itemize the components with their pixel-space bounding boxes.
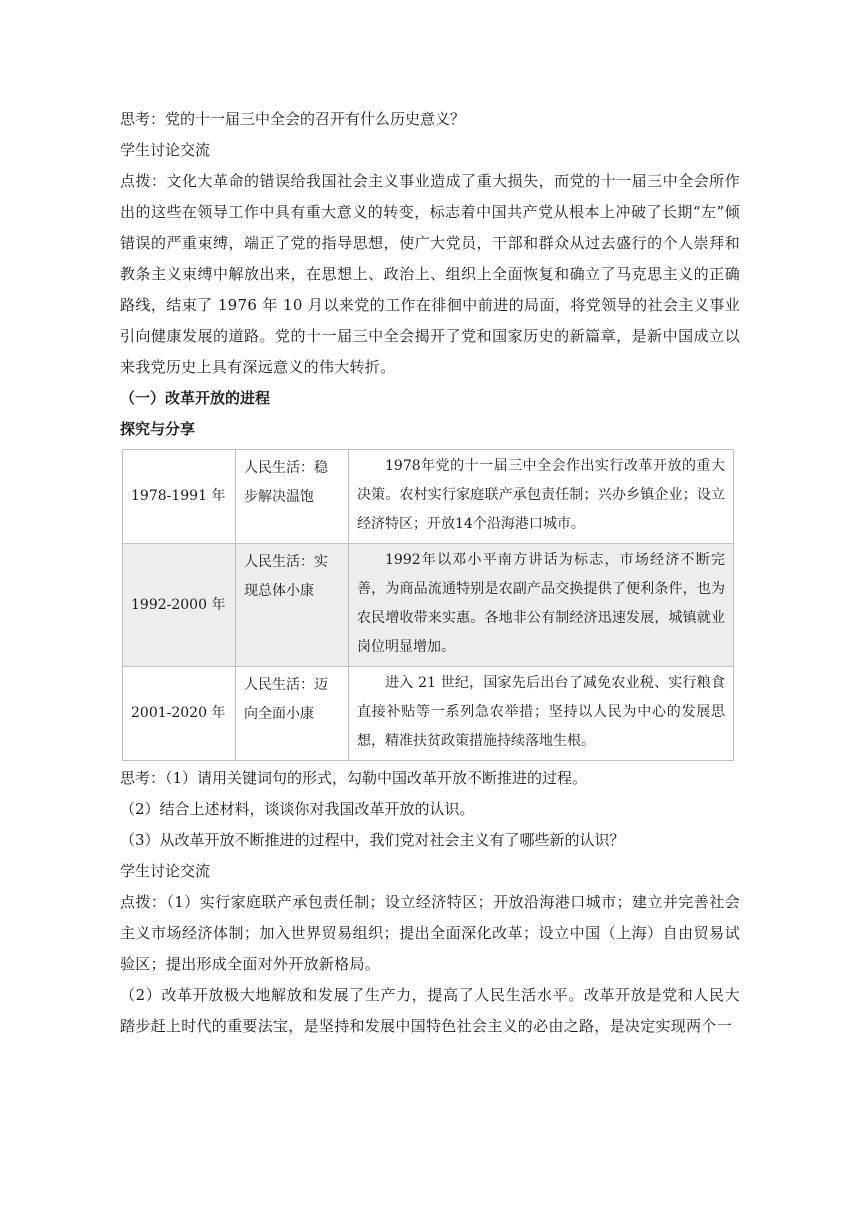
life-cell: 人民生活：实现总体小康 <box>236 544 349 667</box>
section-heading: （一）改革开放的进程 <box>120 389 271 407</box>
table-row <box>123 450 734 544</box>
life-cell: 人民生活：稳步解决温饱 <box>236 450 349 544</box>
guidance-paragraph-1: 点拨：（1）实行家庭联产承包责任制；设立经济特区；开放沿海港口城市；建立并完善社会主义市场经济体制；加入世界贸易组织；提出全面深化改革；设立中国（上海）自由贸易试验区；提出形成全面对外开放新格局。 <box>120 893 740 973</box>
discussion-label: 学生讨论交流 <box>120 141 211 159</box>
guidance-paragraph: 点拨：文化大革命的错误给我国社会主义事业造成了重大损失，而党的十一届三中全会所作出的这些在领导工作中具有重大意义的转变，标志着中国共产党从根本上冲破了长期“左”倾错误的严重束缚，端正了党的指导思想，使广大党员，干部和群众从过去盛行的个人崇拜和教条主义束缚中解放出来，在思想上、政治上、组织上全面恢复和确立了马克思主义的正确路线，结束了 1976 年 10 月以来党的工作在徘徊中前进的局面，将党领导的社会主义事业引向健康发展的道路。党的十一届三中全会揭开了党和国家历史的新篇章，是新中国成立以来我党历史上具有深远意义的伟大转折。 <box>120 172 740 376</box>
table-row <box>123 544 734 667</box>
description-cell: 1978年党的十一届三中全会作出实行改革开放的重大决策。农村实行家庭联产承包责任制；兴办乡镇企业；设立经济特区；开放14个沿海港口城市。 <box>349 450 734 544</box>
think-question-3: （3）从改革开放不断推进的过程中，我们党对社会主义有了哪些新的认识？ <box>120 831 625 849</box>
period-cell: 1992-2000 年 <box>123 544 236 667</box>
description-cell: 进入 21 世纪，国家先后出台了减免农业税、实行粮食直接补贴等一系列急农举措；坚持以人民为中心的发展思想，精准扶贫政策措施持续落地生根。 <box>349 667 734 761</box>
think-question-1: 思考：（1）请用关键词句的形式，勾勒中国改革开放不断推进的过程。 <box>120 769 588 787</box>
guidance-paragraph-2: （2）改革开放极大地解放和发展了生产力，提高了人民生活水平。改革开放是党和人民大踏步赶上时代的重要法宝，是坚持和发展中国特色社会主义的必由之路，是决定实现两个一 <box>120 986 740 1035</box>
table-row <box>123 667 734 761</box>
think-question-2: （2）结合上述材料，谈谈你对我国改革开放的认识。 <box>120 800 475 818</box>
subsection-heading: 探究与分享 <box>120 420 196 438</box>
period-cell: 2001-2020 年 <box>123 667 236 761</box>
description-cell: 1992年以邓小平南方讲话为标志，市场经济不断完善，为商品流通特别是农副产品交换提供了便利条件，也为农民增收带来实惠。各地非公有制经济迅速发展，城镇就业岗位明显增加。 <box>349 544 734 667</box>
discussion-label: 学生讨论交流 <box>120 862 211 880</box>
period-cell: 1978-1991 年 <box>123 450 236 544</box>
life-cell: 人民生活：迈向全面小康 <box>236 667 349 761</box>
think-question: 思考：党的十一届三中全会的召开有什么历史意义？ <box>120 110 466 128</box>
reform-history-table <box>122 449 734 761</box>
document-page <box>120 104 740 1042</box>
